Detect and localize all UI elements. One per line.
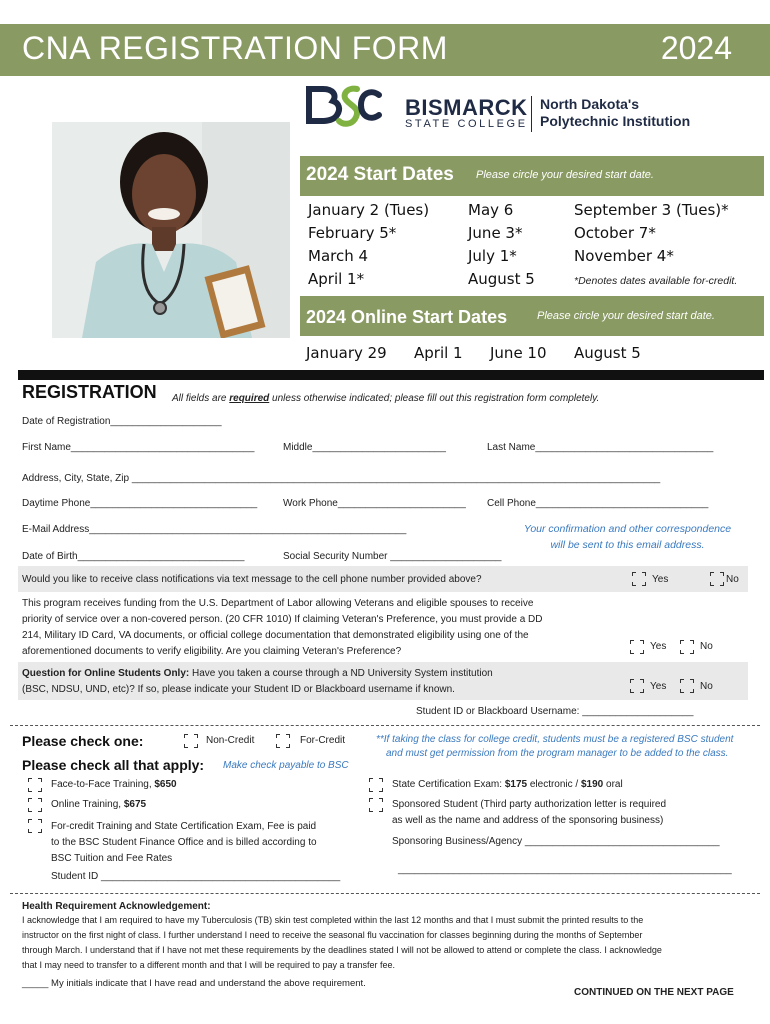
health-paragraph: I acknowledge that I am required to have my Tuberculosis (TB) skin test completed within the last 12 months and that I must submit the printed results to the instructor on the first night of class. I further understand I need to receive the seasonal flu vaccination for classes beginning during the months of September through March. I understand that if I have not met these requirements by the deadlines stated I will not be allowed to attend or complete the class. I acknowledge that I may need to transfer to a different month and that I will be required to pay a transfer fee. (22, 915, 662, 970)
logo-subtitle: STATE COLLEGE (405, 118, 528, 130)
veteran-yes-checkbox[interactable] (630, 640, 644, 654)
for-credit-label: For-Credit (300, 735, 346, 746)
date-of-registration-field[interactable]: Date of Registration____________________ (22, 416, 222, 427)
online-yes-checkbox[interactable] (630, 679, 644, 693)
payable-note: Make check payable to BSC (223, 760, 349, 771)
for-credit-training-checkbox[interactable] (28, 819, 42, 833)
state-exam-checkbox[interactable] (369, 778, 383, 792)
online-question-line-1: Question for Online Students Only: Have you taken a course through a ND University System institution (22, 668, 493, 679)
start-dates-hint: Please circle your desired start date. (476, 169, 654, 181)
ssn-field[interactable]: Social Security Number ____________________ (283, 551, 502, 562)
online-date-option[interactable]: August 5 (574, 344, 641, 362)
start-date-option[interactable]: March 4 (308, 247, 369, 265)
online-question-line-2: (BSC, NDSU, UND, etc)? If so, please indicate your Student ID or Blackboard username if known. (22, 684, 455, 695)
email-note-line-2: will be sent to this email address. (550, 539, 705, 551)
daytime-phone-field[interactable]: Daytime Phone______________________________ (22, 498, 258, 509)
nurse-photo (52, 122, 290, 338)
online-training-label: Online Training, $675 (51, 799, 147, 810)
sponsoring-business-field[interactable]: Sponsoring Business/Agency ___________________________________ (392, 836, 720, 847)
text-yes-label: Yes (652, 574, 669, 585)
start-dates-title: 2024 Start Dates (306, 164, 454, 185)
online-dates-title: 2024 Online Start Dates (306, 307, 508, 327)
start-date-option[interactable]: July 1* (468, 247, 517, 265)
bsc-logo-mark (305, 83, 385, 139)
online-date-option[interactable]: April 1 (414, 344, 463, 362)
for-credit-note-line-1: **If taking the class for college credit, students must be a registered BSC student (376, 734, 734, 745)
cell-phone-field[interactable]: Cell Phone_______________________________ (487, 498, 709, 509)
student-id-field[interactable]: Student ID ___________________________________________ (51, 871, 341, 882)
logo-tagline-2: Polytechnic Institution (540, 113, 691, 129)
check-one-title: Please check one: (22, 733, 144, 749)
for-credit-checkbox[interactable] (276, 734, 290, 748)
sponsored-checkbox[interactable] (369, 798, 383, 812)
initials-field[interactable]: _____ My initials indicate that I have read and understand the above requirement. (22, 978, 366, 989)
start-date-option[interactable]: October 7* (574, 224, 656, 242)
start-date-option[interactable]: November 4* (574, 247, 674, 265)
work-phone-field[interactable]: Work Phone_______________________ (283, 498, 466, 509)
online-training-checkbox[interactable] (28, 798, 42, 812)
start-date-option[interactable]: August 5 (468, 270, 535, 288)
middle-name-field[interactable]: Middle________________________ (283, 442, 446, 453)
sponsoring-business-line-2[interactable]: ____________________________________________________________ (398, 864, 732, 875)
student-id-blackboard-field[interactable]: Student ID or Blackboard Username: ____________________ (416, 706, 694, 717)
for-credit-training-label: For-credit Training and State Certification Exam, Fee is paid to the BSC Student Finance Office and is billed according to BSC Tuition and Fee Rates (51, 821, 317, 864)
check-all-title: Please check all that apply: (22, 757, 205, 773)
online-yes-label: Yes (650, 681, 667, 692)
online-date-option[interactable]: June 10 (490, 344, 547, 362)
address-field[interactable]: Address, City, State, Zip _______________________________________________________________________________________________ (22, 473, 661, 484)
text-no-label-text: No (726, 574, 739, 585)
for-credit-note-line-2: and must get permission from the program manager to be added to the class. (386, 748, 729, 759)
state-exam-label: State Certification Exam: $175 electronic / $190 oral (392, 779, 623, 790)
f2f-checkbox[interactable] (28, 778, 42, 792)
online-no-checkbox[interactable] (680, 679, 694, 693)
logo-divider (531, 96, 532, 132)
text-yes-checkbox[interactable] (632, 572, 646, 586)
non-credit-checkbox[interactable] (184, 734, 198, 748)
last-name-field[interactable]: Last Name________________________________ (487, 442, 714, 453)
f2f-label: Face-to-Face Training, $650 (51, 779, 177, 790)
sponsored-label: Sponsored Student (Third party authorization letter is required as well as the name and address of the sponsoring business) (392, 799, 667, 826)
online-date-option[interactable]: January 29 (306, 344, 387, 362)
veteran-no-checkbox[interactable] (680, 640, 694, 654)
form-title: CNA REGISTRATION FORM (22, 30, 448, 66)
start-date-option[interactable]: April 1* (308, 270, 365, 288)
veteran-no-label: No (700, 641, 713, 652)
online-no-label: No (700, 681, 713, 692)
veteran-yes-label: Yes (650, 641, 667, 652)
registration-title: REGISTRATION (22, 382, 157, 402)
text-notification-question: Would you like to receive class notifications via text message to the cell phone number provided above? (22, 574, 482, 585)
dob-field[interactable]: Date of Birth______________________________ (22, 551, 245, 562)
start-date-option[interactable]: June 3* (468, 224, 523, 242)
health-title: Health Requirement Acknowledgement: (22, 901, 211, 912)
start-date-option[interactable]: September 3 (Tues)* (574, 201, 729, 219)
for-credit-note: *Denotes dates available for-credit. (574, 275, 738, 287)
non-credit-label: Non-Credit (206, 735, 255, 746)
section-divider (10, 893, 760, 894)
registration-hint: All fields are required unless otherwise indicated; please fill out this registration form completely. (172, 393, 600, 404)
form-year: 2024 (660, 30, 732, 66)
section-divider (10, 725, 760, 726)
logo-tagline-1: North Dakota's (540, 96, 640, 112)
online-dates-hint: Please circle your desired start date. (537, 310, 715, 322)
continued-note: CONTINUED ON THE NEXT PAGE (574, 987, 734, 998)
logo-name: BISMARCK (405, 95, 528, 120)
start-date-option[interactable]: May 6 (468, 201, 514, 219)
email-field[interactable]: E-Mail Address_________________________________________________________ (22, 524, 407, 535)
start-date-option[interactable]: January 2 (Tues) (308, 201, 430, 219)
start-date-option[interactable]: February 5* (308, 224, 397, 242)
registration-bar (18, 370, 764, 380)
veteran-paragraph: This program receives funding from the U.S. Department of Labor allowing Veterans and eligible spouses to receive priority of service over a non-covered person. (20 CFR 1010) If claiming Veteran's Preference, you must provide a DD 214, Military ID Card, VA documents, or official college documentation that demonstrated eligibility using one of the aforementioned documents to verify eligibility. Are you claiming Veteran's Preference? (22, 598, 543, 657)
email-note-line-1: Your confirmation and other correspondence (523, 523, 732, 535)
first-name-field[interactable]: First Name_________________________________ (22, 442, 255, 453)
